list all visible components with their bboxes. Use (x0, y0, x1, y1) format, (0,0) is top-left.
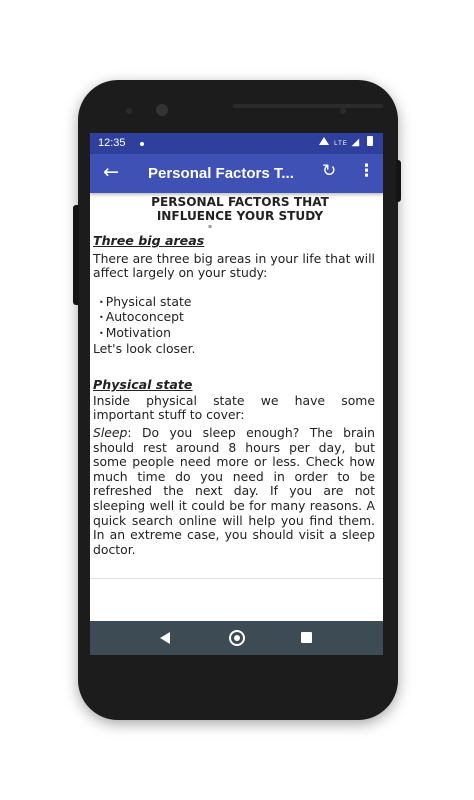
spacer (90, 356, 383, 378)
back-arrow-icon[interactable]: ← (103, 161, 119, 183)
list-item: • Autoconcept (99, 310, 383, 326)
refresh-icon[interactable]: ↻ (322, 161, 337, 181)
light-sensor (340, 108, 346, 114)
list-item: • Motivation (99, 326, 383, 342)
page-title: Personal Factors T... (148, 165, 294, 182)
front-camera (156, 104, 168, 116)
battery-icon (367, 136, 373, 146)
section-intro: Inside physical state we have some important stuff to cover: (93, 392, 375, 423)
list-item: • Physical state (99, 295, 383, 311)
volume-button (73, 205, 79, 305)
earpiece-speaker (233, 104, 383, 108)
nav-back-icon[interactable] (160, 632, 170, 644)
article-content[interactable] (90, 193, 383, 595)
status-bar (90, 133, 383, 154)
bullet-list (99, 295, 383, 342)
separator-mark-icon: ▪ (207, 223, 213, 230)
screen (90, 133, 383, 655)
signal-icon: ◢ (351, 137, 361, 148)
lte-label: LTE (334, 141, 348, 147)
wifi-icon (319, 137, 329, 145)
section-outro: Let's look closer. (93, 340, 196, 356)
status-icons (319, 136, 373, 148)
content-divider (90, 578, 383, 579)
nav-home-icon[interactable] (229, 630, 245, 646)
sleep-label: Sleep (93, 424, 128, 440)
power-button (396, 160, 401, 202)
notification-dot-icon (140, 142, 144, 146)
article-heading: PERSONAL FACTORS THAT INFLUENCE YOUR STUDY (151, 195, 329, 223)
sleep-text: : Do you sleep enough? The brain should rest around 8 hours per day, but some people need more or less. Check how much time do you need in order to be refreshed the next day. If you are not sleeping well it could be for many reasons. A quick search online will help you find them. In an extreme case, you should visit a sleep doctor. (93, 424, 375, 557)
sleep-paragraph (93, 426, 375, 557)
more-vert-icon[interactable]: ⋮ (358, 161, 375, 181)
nav-recents-icon[interactable] (301, 632, 312, 643)
section-title-physical-state: Physical state (93, 377, 193, 393)
section-title-three-big-areas: Three big areas (93, 233, 205, 248)
section-intro: There are three big areas in your life that will affect largely on your study: (93, 250, 375, 281)
proximity-sensor (126, 108, 132, 114)
app-bar (90, 154, 383, 193)
system-nav-bar (90, 621, 383, 655)
status-time: 12:35 (98, 137, 126, 149)
